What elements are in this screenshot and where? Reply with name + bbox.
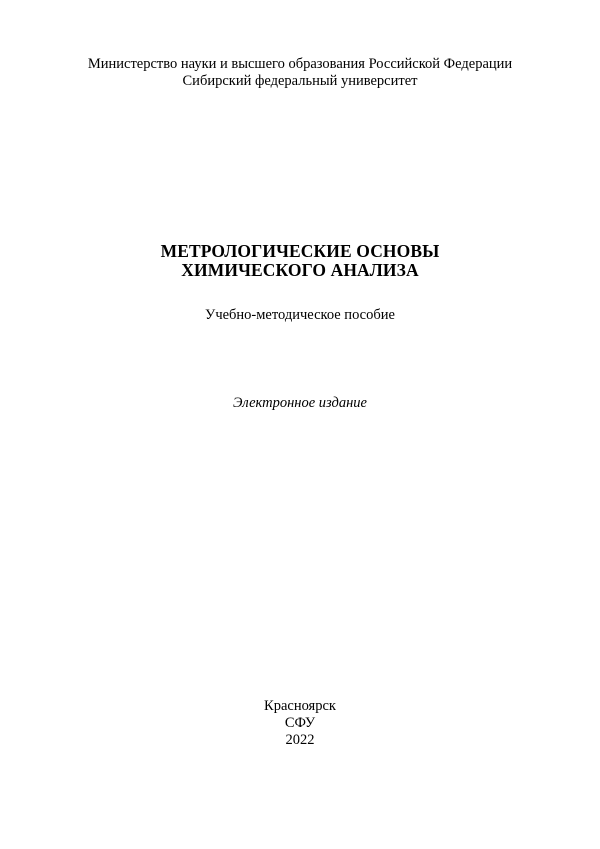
edition-label: Электронное издание xyxy=(233,395,367,411)
title-line-2: ХИМИЧЕСКОГО АНАЛИЗА xyxy=(181,260,419,280)
subtitle: Учебно-методическое пособие xyxy=(205,307,395,323)
title-line-1: МЕТРОЛОГИЧЕСКИЕ ОСНОВЫ xyxy=(160,241,440,261)
ministry-line-1: Министерство науки и высшего образования Российской Федерации xyxy=(87,56,513,72)
publisher: СФУ xyxy=(284,715,316,731)
city: Красноярск xyxy=(264,698,336,714)
university-line: Сибирский федеральный университет xyxy=(182,73,418,89)
year: 2022 xyxy=(285,732,315,748)
